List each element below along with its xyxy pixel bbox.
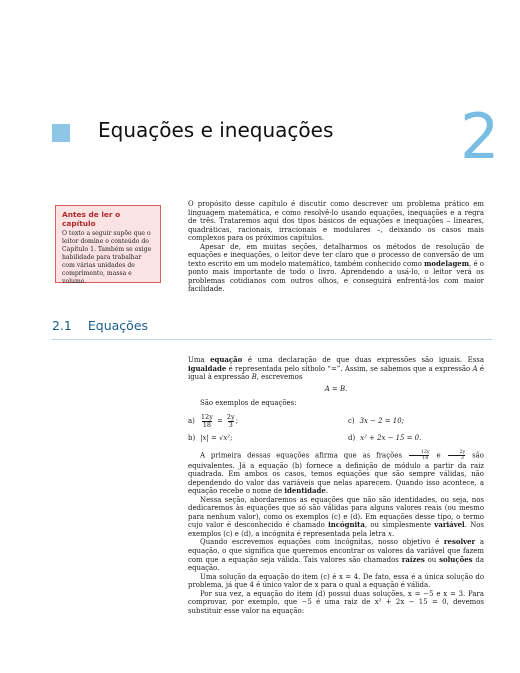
intro-paragraph-2 xyxy=(188,243,484,294)
equation-a-equals-b: A = B. xyxy=(324,384,348,393)
fraction xyxy=(201,414,213,430)
example-b xyxy=(188,434,348,443)
unknown-paragraph xyxy=(188,496,484,539)
term-resolver: resolver xyxy=(443,537,476,547)
numerator: 12y xyxy=(420,450,430,456)
numerator: 2y xyxy=(459,450,466,456)
denominator: 3 xyxy=(448,455,465,461)
fraction xyxy=(227,414,235,430)
body-text: . Nos exemplos (c) e (d), a incógnita é representada pela letra xyxy=(188,521,484,538)
section-number: 2.1 xyxy=(52,318,72,333)
solution-c-paragraph: Uma solução da equação do item (c) é x = 4. De fato, essa é a única solução do problema, já que 4 é único valor de x para o qual a equação é válida. xyxy=(188,572,484,590)
body-text: são equivalentes. Já a equação (b) fornece a definição de módulo a partir da raiz quadrada. Em ambos os casos, temos equações que são sempre válidas, não dependendo do valor das variáveis que nelas aparecem. Quando isso acontece, a equação recebe o nome de xyxy=(188,451,484,496)
body-text: Quando escrevemos equações com incógnitas, nosso objetivo é xyxy=(200,538,444,547)
denominator: 18 xyxy=(202,421,212,430)
term-solucoes: soluções xyxy=(439,554,473,564)
identity-paragraph xyxy=(188,450,484,496)
example-label: b) xyxy=(188,433,196,442)
prerequisite-note-title: Antes de ler o capítulo xyxy=(62,210,121,228)
body-text: Uma xyxy=(188,356,211,364)
example-c xyxy=(348,414,484,430)
body-text: é uma declaração de que duas expressões são iguais. Essa xyxy=(242,356,484,364)
intro-paragraph-1: O propósito desse capítulo é discutir como descrever um problema prático em linguagem matemática, e como resolvê-lo usando equações, inequações e a regra de três. Trataremos aqui dos tipos básicos de equações e inequações – lineares, quadráticas, racionais, irracionais e modulares –, deixando os casos mais complexos para os próximos capítulos. xyxy=(188,200,484,243)
intro-text: Apesar de, em muitas seções, detalharmos os métodos de resolução de equações e inequações, o leitor deve ter claro que o processo de conversão de um texto escrito em um modelo matemático, também conhecido como xyxy=(188,242,484,268)
example-label: a) xyxy=(188,417,195,426)
term-igualdade: igualdade xyxy=(188,363,227,373)
example-expression: 3x − 2 = 10; xyxy=(359,417,404,426)
definition-paragraph xyxy=(188,356,484,382)
numerator: 2y xyxy=(226,412,235,421)
example-label: c) xyxy=(348,417,355,426)
math-var: x xyxy=(388,529,392,538)
denominator: 3 xyxy=(228,421,233,430)
chapter-title: Equações e inequações xyxy=(98,118,334,142)
body-text: é igual à expressão xyxy=(188,364,484,382)
example-expression: x² + 2x − 15 = 0. xyxy=(360,433,422,442)
term-raizes: raízes xyxy=(401,554,425,564)
semicolon: ; xyxy=(235,417,239,426)
example-label: d) xyxy=(348,433,356,442)
body-text: a equação, o que significa que queremos encontrar os valores da variável que fazem com que a equação seja válida. Tais valores são chamados xyxy=(188,538,484,564)
term-variavel: variável xyxy=(434,520,465,530)
chapter-intro xyxy=(188,200,484,294)
body-text: ou xyxy=(424,555,440,564)
example-d xyxy=(348,434,484,443)
example-expression: |x| = √x²; xyxy=(200,433,233,442)
display-equation xyxy=(188,385,484,394)
equals-sign: = xyxy=(216,417,223,426)
math-var: B xyxy=(251,373,257,382)
inline-fraction xyxy=(409,450,430,461)
section-body xyxy=(188,356,484,615)
term-incognita: incógnita xyxy=(328,520,365,530)
term-equacao: equação xyxy=(210,355,243,364)
section-title: Equações xyxy=(87,318,149,333)
body-text: e xyxy=(430,451,447,460)
section-heading xyxy=(52,318,148,333)
body-text: da equação. xyxy=(188,555,484,573)
denominator: 18 xyxy=(409,455,429,461)
body-text: . xyxy=(325,487,329,496)
chapter-number: 2 xyxy=(460,100,500,173)
examples-intro: São exemplos de equações: xyxy=(200,399,297,408)
body-text: Nessa seção, abordaremos as equações que não são identidades, ou seja, nos dedicaremos às equações que só são válidas para alguns valores reais (ou mesmo para nenhum valor), como os exemplos (c) e (d). Em equações desse tipo, o termo cujo valor é desconhecido é chamado xyxy=(188,495,484,530)
solution-d-paragraph: Por sua vez, a equação do item (d) possui duas soluções, x = −5 e x = 3. Para comprovar, por exemplo, que −5 é uma raiz de x² + 2x − 15 = 0, devemos substituir esse valor na equação: xyxy=(188,589,484,615)
body-text: é representada pelo sítbolo “=”. Assim, se sabemos que a expressão xyxy=(226,364,473,373)
math-var: A xyxy=(472,364,478,373)
body-text: , ou simplesmente xyxy=(364,521,435,530)
solve-paragraph xyxy=(188,538,484,572)
section-divider xyxy=(52,339,492,340)
term-identidade: identidade xyxy=(284,486,326,496)
body-text: , escrevemos xyxy=(256,373,303,382)
prerequisite-note-box xyxy=(55,205,161,283)
inline-fraction xyxy=(447,450,465,461)
body-text: . xyxy=(391,529,395,538)
body-text: A primeira dessas equações afirma que as frações xyxy=(200,451,408,460)
numerator: 12y xyxy=(200,412,213,421)
intro-text: , é o ponto mais importante de todo o livro. Aprendendo a usá-lo, o leitor verá os problemas cotidianos com outros olhos, e conseguirá enfrentá-los com maior facilidade. xyxy=(188,259,484,294)
example-a xyxy=(188,414,348,430)
chapter-marker-square xyxy=(52,124,70,142)
prerequisite-note-text: O texto a seguir supõe que o leitor domine o conteúdo do Capítulo 1. Também se exige habilidade para trabalhar com várias unidades de comprimento, massa e volume. xyxy=(62,230,152,285)
term-modelagem: modelagem xyxy=(424,258,470,268)
equation-examples xyxy=(188,414,484,442)
